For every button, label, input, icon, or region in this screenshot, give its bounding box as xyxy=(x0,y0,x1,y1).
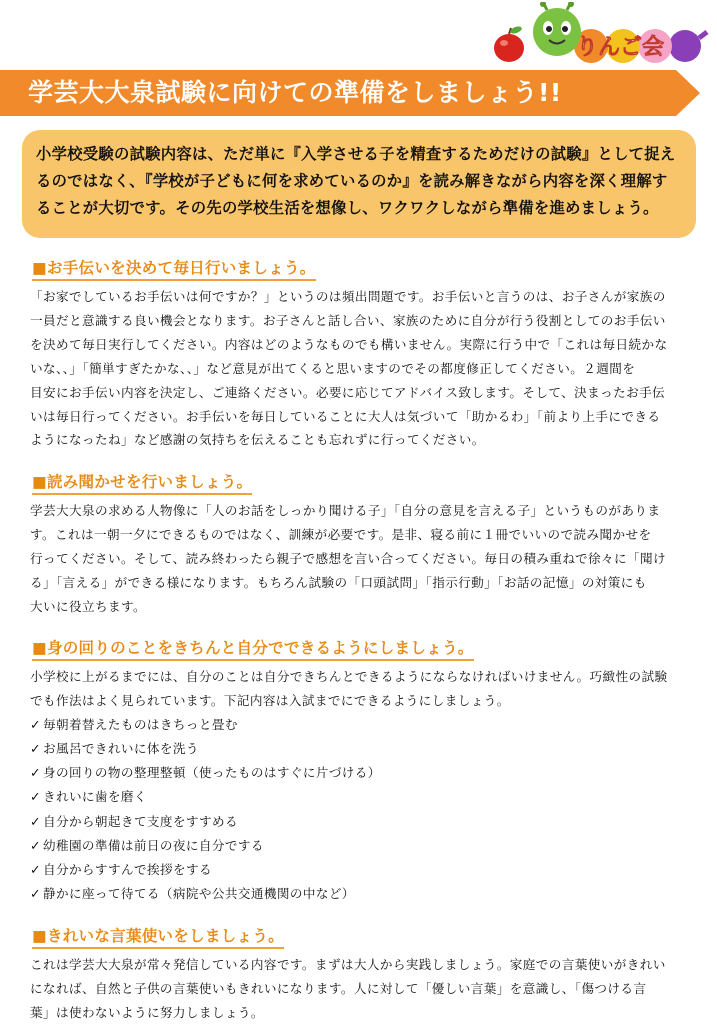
intro-box xyxy=(22,130,696,238)
body-line: になれば、自然と子供の言葉使いもきれいになります。人に対して「優しい言葉」を意識し、「傷つける言 xyxy=(30,980,647,996)
check-icon: ✓ xyxy=(30,741,41,757)
checklist-item xyxy=(30,785,690,809)
body-line: 学芸大大泉の求める人物像に「人のお話をしっかり聞ける子」「自分の意見を言える子」というものがありま xyxy=(30,503,661,518)
body-line: 一員だと意識する良い機会となります。お子さんと話し合い、家族のために自分が行う役割としてのお手伝い xyxy=(30,312,666,328)
section-body xyxy=(30,499,690,619)
section-language xyxy=(30,926,690,1025)
check-icon: ✓ xyxy=(30,886,41,902)
svg-text:りんご会: りんご会 xyxy=(576,35,665,60)
section-heading: ■お手伝いを決めて毎日行いましょう。 xyxy=(32,258,316,281)
checklist-item-text: お風呂できれいに体を洗う xyxy=(42,741,199,757)
body-line: 大いに役立ちます。 xyxy=(30,598,146,614)
apple-icon xyxy=(494,25,524,62)
body-line: す。これは一朝一夕にできるものではなく、訓練が必要です。是非、寝る前に１冊でいいので読み聞かせを xyxy=(30,526,652,542)
checklist-item-text: きれいに歯を磨く xyxy=(42,789,147,805)
check-icon: ✓ xyxy=(30,716,41,732)
checklist-item-text: 自分から朝起きて支度をすすめる xyxy=(42,813,238,829)
checklist-item xyxy=(30,713,690,737)
section-heading: ■身の回りのことをきちんと自分でできるようにしましょう。 xyxy=(32,638,474,661)
intro-line: ることが大切です。その先の学校生活を想像し、ワクワクしながら準備を進めましょう。 xyxy=(36,199,659,217)
section-heading: ■きれいな言葉使いをしましょう。 xyxy=(32,926,284,949)
checklist-item xyxy=(30,810,690,834)
section-chores xyxy=(30,258,690,452)
body-line: でも作法はよく見られています。下記内容は入試までにできるようにしましょう。 xyxy=(30,692,510,708)
body-line: ようになったね」など感謝の気持ちを伝えることも忘れずに行ってください。 xyxy=(30,432,485,448)
body-line: これは学芸大大泉が常々発信している内容です。まずは大人から実践しましょう。家庭での言葉使いがきれい xyxy=(30,957,666,972)
checklist-item xyxy=(30,882,690,906)
section-body xyxy=(30,665,690,906)
title-banner xyxy=(0,70,717,116)
check-icon: ✓ xyxy=(30,837,41,853)
check-icon: ✓ xyxy=(30,765,41,781)
intro-line: るのではなく、『学校が子どもに何を求めているのか』を読み解きながら内容を深く理解す xyxy=(36,172,668,190)
body-line: を決めて毎日実行してください。内容はどのようなものでも構いません。実際に行う中で「これは毎日続かな xyxy=(30,336,668,352)
checklist-item xyxy=(30,737,690,761)
body-line: 行ってください。そして、読み終わったら親子で感想を言い合ってください。毎日の積み重ねで徐々に「聞け xyxy=(30,550,667,566)
body-line: 葉」は使わないように努力しましょう。 xyxy=(30,1004,264,1020)
checklist-item-text: 身の回りの物の整理整頓（使ったものはすぐに片づける） xyxy=(42,765,381,781)
checklist-item-text: 幼稚園の準備は前日の夜に自分でする xyxy=(42,837,264,853)
section-reading xyxy=(30,472,690,619)
check-icon: ✓ xyxy=(30,862,41,878)
checklist-item xyxy=(30,858,690,882)
section-self-care xyxy=(30,638,690,906)
checklist-item-text: 静かに座って待てる（病院や公共交通機関の中など） xyxy=(42,886,355,902)
body-line: る」「言える」ができる様になります。もちろん試験の「口頭試問」「指示行動」「お話の記憶」の対策にも xyxy=(30,574,647,590)
body-line: 小学校に上がるまでには、自分のことは自分できちんとできるようにならなければいけません。巧緻性の試験 xyxy=(30,669,668,684)
body-line: 「お家でしているお手伝いは何ですか？」というのは頻出問題です。お手伝いと言うのは、お子さんが家族の xyxy=(30,289,666,304)
checklist xyxy=(30,713,690,907)
section-body xyxy=(30,953,690,1025)
checklist-item-text: 毎朝着替えたものはきちっと畳む xyxy=(42,716,238,732)
checklist-item-text: 自分からすすんで挨拶をする xyxy=(42,862,212,878)
section-heading: ■読み聞かせを行いましょう。 xyxy=(32,472,252,495)
body-line: いな、、」「簡単すぎたかな、、」など意見が出てくると思いますのでその都度修正してください。２週間を xyxy=(30,360,636,376)
check-icon: ✓ xyxy=(30,789,41,805)
checklist-item xyxy=(30,834,690,858)
checklist-item xyxy=(30,761,690,785)
rinkokai-logo xyxy=(489,2,709,72)
intro-line: 小学校受験の試験内容は、ただ単に『入学させる子を精査するためだけの試験』として捉え xyxy=(36,145,676,163)
section-body xyxy=(30,285,690,452)
body-line: 目安にお手伝い内容を決定し、ご連絡ください。必要に応じてアドバイス致します。そして、決まったお手伝 xyxy=(30,384,666,400)
check-icon: ✓ xyxy=(30,813,41,829)
page-title: 学芸大大泉試験に向けての準備をしましょう!! xyxy=(28,78,562,107)
body-line: いは毎日行ってください。お手伝いを毎日していることに大人は気づいて「助かるわ」「前より上手にできる xyxy=(30,408,661,424)
